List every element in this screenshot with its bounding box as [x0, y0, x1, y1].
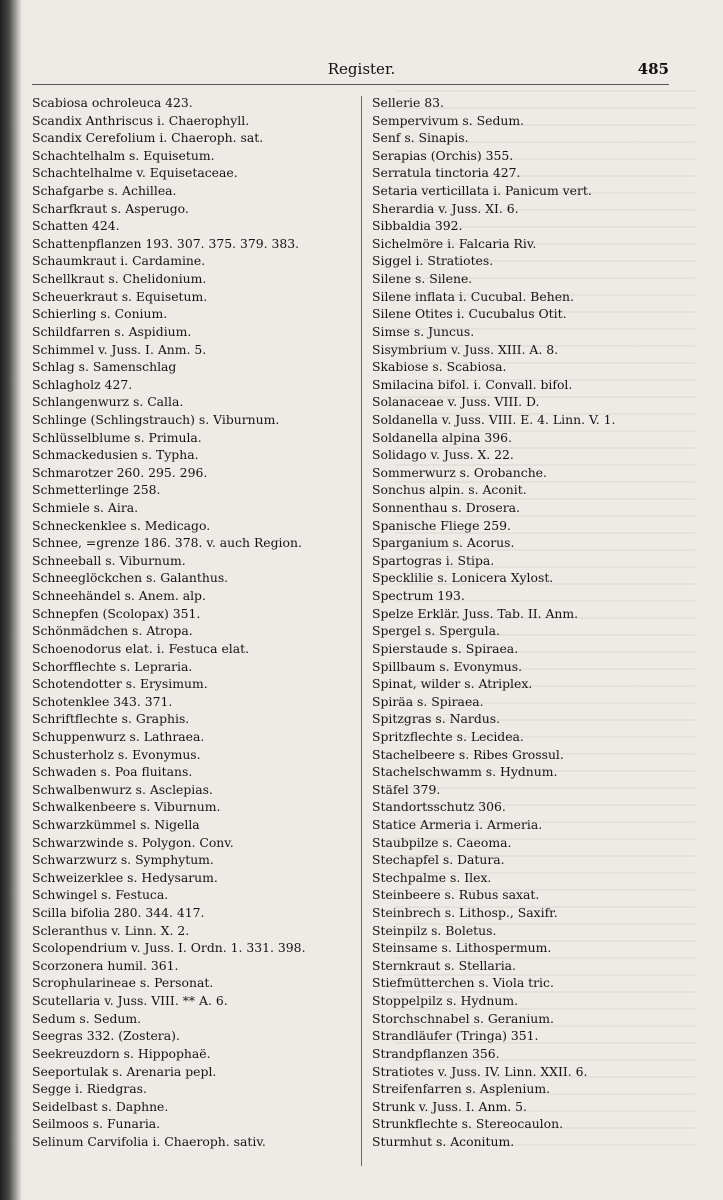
- index-entry: Schachtelhalme v. Equisetaceae.: [32, 165, 238, 181]
- index-entry: Schierling s. Conium.: [32, 306, 168, 322]
- index-entry: Stachelschwamm s. Hydnum.: [372, 764, 558, 780]
- index-entry: Schotendotter s. Erysimum.: [32, 676, 208, 692]
- index-entry: Sturmhut s. Aconitum.: [372, 1133, 515, 1149]
- index-entry: Sisymbrium v. Juss. XIII. A. 8.: [372, 341, 559, 357]
- index-entry: Sommerwurz s. Orobanche.: [372, 464, 547, 480]
- index-entry: Solidago v. Juss. X. 22.: [372, 447, 514, 463]
- index-entry: Streifenfarren s. Asplenium.: [372, 1081, 551, 1097]
- index-entry: Schmetterlinge 258.: [32, 482, 161, 498]
- book-gutter-shadow: [0, 0, 22, 1200]
- index-entry: Strunk v. Juss. I. Anm. 5.: [372, 1098, 527, 1114]
- index-entry: Schnee, =grenze 186. 378. v. auch Region.: [32, 535, 302, 551]
- index-entry: Seeportulak s. Arenaria pepl.: [32, 1063, 217, 1079]
- index-entry: Skabiose s. Scabiosa.: [372, 359, 507, 375]
- index-entry: Schafgarbe s. Achillea.: [32, 183, 177, 199]
- index-entry: Schorfflechte s. Lepraria.: [32, 658, 193, 674]
- index-entry: Scharfkraut s. Asperugo.: [32, 200, 189, 216]
- index-entry: Scolopendrium v. Juss. I. Ordn. 1. 331. 398.: [32, 940, 306, 956]
- index-entry: Spartogras i. Stipa.: [372, 552, 495, 568]
- index-entry: Seilmoos s. Funaria.: [32, 1116, 161, 1132]
- index-entry: Spelze Erklär. Juss. Tab. II. Anm.: [372, 605, 579, 621]
- index-entry: Scleranthus v. Linn. X. 2.: [32, 922, 190, 938]
- index-entry: Stoppelpilz s. Hydnum.: [372, 993, 519, 1009]
- index-entry: Solanaceae v. Juss. VIII. D.: [372, 394, 540, 410]
- index-entry: Sichelmöre i. Falcaria Riv.: [372, 235, 537, 251]
- index-entry: Schlagholz 427.: [32, 376, 133, 392]
- index-entry: Stiefmütterchen s. Viola tric.: [372, 975, 554, 991]
- index-entry: Schwalkenbeere s. Viburnum.: [32, 799, 221, 815]
- index-entry: Setaria verticillata i. Panicum vert.: [372, 183, 592, 199]
- index-entry: Schlag s. Samenschlag: [32, 359, 177, 375]
- index-entry: Stratiotes v. Juss. IV. Linn. XXII. 6.: [372, 1063, 588, 1079]
- index-entry: Schuppenwurz s. Lathraea.: [32, 728, 205, 744]
- index-entry: Sonnenthau s. Drosera.: [372, 500, 520, 516]
- index-entry: Selinum Carvifolia i. Chaeroph. sativ.: [32, 1133, 266, 1149]
- index-entry: Spierstaude s. Spiraea.: [372, 640, 519, 656]
- index-entry: Stachelbeere s. Ribes Grossul.: [372, 746, 564, 762]
- index-entry: Scandix Cerefolium i. Chaeroph. sat.: [32, 130, 264, 146]
- index-entry: Smilacina bifol. i. Convall. bifol.: [372, 376, 573, 392]
- index-entry: Scutellaria v. Juss. VIII. ** A. 6.: [32, 993, 228, 1009]
- index-entry: Schwalbenwurz s. Asclepias.: [32, 781, 213, 797]
- index-entry: Spectrum 193.: [372, 588, 465, 604]
- index-entry: Spinat, wilder s. Atriplex.: [372, 676, 533, 692]
- index-entry: Sonchus alpin. s. Aconit.: [372, 482, 527, 498]
- index-entry: Scabiosa ochroleuca 423.: [32, 95, 193, 110]
- index-entry: Specklilie s. Lonicera Xylost.: [372, 570, 554, 586]
- index-entry: Scorzonera humil. 361.: [32, 957, 179, 973]
- index-entry: Silene Otites i. Cucubalus Otit.: [372, 306, 567, 322]
- index-entry: Steinbeere s. Rubus saxat.: [372, 887, 540, 903]
- index-entry: Spergel s. Spergula.: [372, 623, 500, 639]
- index-entry: Senf s. Sinapis.: [372, 130, 469, 146]
- index-entry: Statice Armeria i. Armeria.: [372, 816, 543, 832]
- index-entry: Simse s. Juncus.: [372, 323, 475, 339]
- index-entry: Schneeball s. Viburnum.: [32, 552, 186, 568]
- index-entry: Schmarotzer 260. 295. 296.: [32, 464, 208, 480]
- index-entry: Schoenodorus elat. i. Festuca elat.: [32, 640, 250, 656]
- index-entry: Staubpilze s. Caeoma.: [372, 834, 512, 850]
- index-entry: Storchschnabel s. Geranium.: [372, 1010, 554, 1026]
- index-entry: Sellerie 83.: [372, 95, 444, 110]
- index-entry: Spiräa s. Spiraea.: [372, 693, 484, 709]
- index-entry: Soldanella alpina 396.: [372, 429, 512, 445]
- column-divider: [361, 96, 362, 1166]
- index-entry: Schellkraut s. Chelidonium.: [32, 271, 207, 287]
- index-entry: Schusterholz s. Evonymus.: [32, 746, 201, 762]
- index-entry: Schnepfen (Scolopax) 351.: [32, 605, 201, 621]
- index-entry: Steinpilz s. Boletus.: [372, 922, 497, 938]
- index-entry: Segge i. Riedgras.: [32, 1081, 147, 1097]
- index-entry: Schwarzkümmel s. Nigella: [32, 816, 200, 832]
- index-entry: Sternkraut s. Stellaria.: [372, 957, 516, 973]
- index-entry: Strunkflechte s. Stereocaulon.: [372, 1116, 564, 1132]
- index-column-left: [32, 94, 356, 1151]
- index-entry: Stechpalme s. Ilex.: [372, 869, 492, 885]
- index-entry: Sempervivum s. Sedum.: [372, 112, 525, 128]
- page-number: 485: [637, 60, 669, 78]
- index-entry: Schwarzwurz s. Symphytum.: [32, 852, 214, 868]
- index-entry: Seekreuzdorn s. Hippophaë.: [32, 1045, 211, 1061]
- index-entry: Spillbaum s. Evonymus.: [372, 658, 523, 674]
- header-rule: [32, 84, 669, 85]
- index-entry: Schaumkraut i. Cardamine.: [32, 253, 206, 269]
- index-entry: Stechapfel s. Datura.: [372, 852, 505, 868]
- index-entry: Silene s. Silene.: [372, 271, 473, 287]
- index-entry: Schlangenwurz s. Calla.: [32, 394, 184, 410]
- index-entry: Siggel i. Stratiotes.: [372, 253, 494, 269]
- index-entry: Sibbaldia 392.: [372, 218, 463, 234]
- index-entry: Schachtelhalm s. Equisetum.: [32, 147, 215, 163]
- index-entry: Schwarzwinde s. Polygon. Conv.: [32, 834, 234, 850]
- index-entry: Schönmädchen s. Atropa.: [32, 623, 193, 639]
- index-entry: Schmiele s. Aira.: [32, 500, 139, 516]
- index-entry: Schneeglöckchen s. Galanthus.: [32, 570, 229, 586]
- index-entry: Spanische Fliege 259.: [372, 517, 511, 533]
- index-entry: Schneehändel s. Anem. alp.: [32, 588, 206, 604]
- index-entry: Schlinge (Schlingstrauch) s. Viburnum.: [32, 411, 280, 427]
- index-column-right: [372, 94, 677, 1151]
- index-entry: Soldanella v. Juss. VIII. E. 4. Linn. V. 1.: [372, 411, 616, 427]
- index-entry: Schriftflechte s. Graphis.: [32, 711, 190, 727]
- index-entry: Steinsame s. Lithospermum.: [372, 940, 552, 956]
- index-entry: Schlüsselblume s. Primula.: [32, 429, 202, 445]
- index-entry: Serapias (Orchis) 355.: [372, 147, 514, 163]
- index-entry: Schimmel v. Juss. I. Anm. 5.: [32, 341, 207, 357]
- index-entry: Strandpflanzen 356.: [372, 1045, 500, 1061]
- index-entry: Scrophularineae s. Personat.: [32, 975, 214, 991]
- index-entry: Spritzflechte s. Lecidea.: [372, 728, 524, 744]
- index-entry: Schwaden s. Poa fluitans.: [32, 764, 193, 780]
- index-entry: Schattenpflanzen 193. 307. 375. 379. 383.: [32, 235, 300, 251]
- index-entry: Schatten 424.: [32, 218, 120, 234]
- index-entry: Schwingel s. Festuca.: [32, 887, 169, 903]
- index-entry: Schweizerklee s. Hedysarum.: [32, 869, 218, 885]
- running-header-title: Register.: [327, 60, 396, 78]
- index-entry: Serratula tinctoria 427.: [372, 165, 521, 181]
- index-entry: Steinbrech s. Lithosp., Saxifr.: [372, 905, 558, 921]
- index-entry: Schmackedusien s. Typha.: [32, 447, 199, 463]
- index-entry: Scandix Anthriscus i. Chaerophyll.: [32, 112, 250, 128]
- index-entry: Schildfarren s. Aspidium.: [32, 323, 192, 339]
- index-entry: Sedum s. Sedum.: [32, 1010, 142, 1026]
- index-entry: Strandläufer (Tringa) 351.: [372, 1028, 539, 1044]
- index-entry: Sherardia v. Juss. XI. 6.: [372, 200, 519, 216]
- index-entry: Stäfel 379.: [372, 781, 441, 797]
- index-entry: Seegras 332. (Zostera).: [32, 1028, 180, 1044]
- index-entry: Scheuerkraut s. Equisetum.: [32, 288, 208, 304]
- index-entry: Schotenklee 343. 371.: [32, 693, 173, 709]
- index-entry: Standortsschutz 306.: [372, 799, 506, 815]
- index-entry: Scilla bifolia 280. 344. 417.: [32, 905, 205, 921]
- index-entry: Schneckenklee s. Medicago.: [32, 517, 211, 533]
- index-entry: Silene inflata i. Cucubal. Behen.: [372, 288, 574, 304]
- index-entry: Seidelbast s. Daphne.: [32, 1098, 169, 1114]
- index-entry: Spitzgras s. Nardus.: [372, 711, 501, 727]
- index-entry: Sparganium s. Acorus.: [372, 535, 515, 551]
